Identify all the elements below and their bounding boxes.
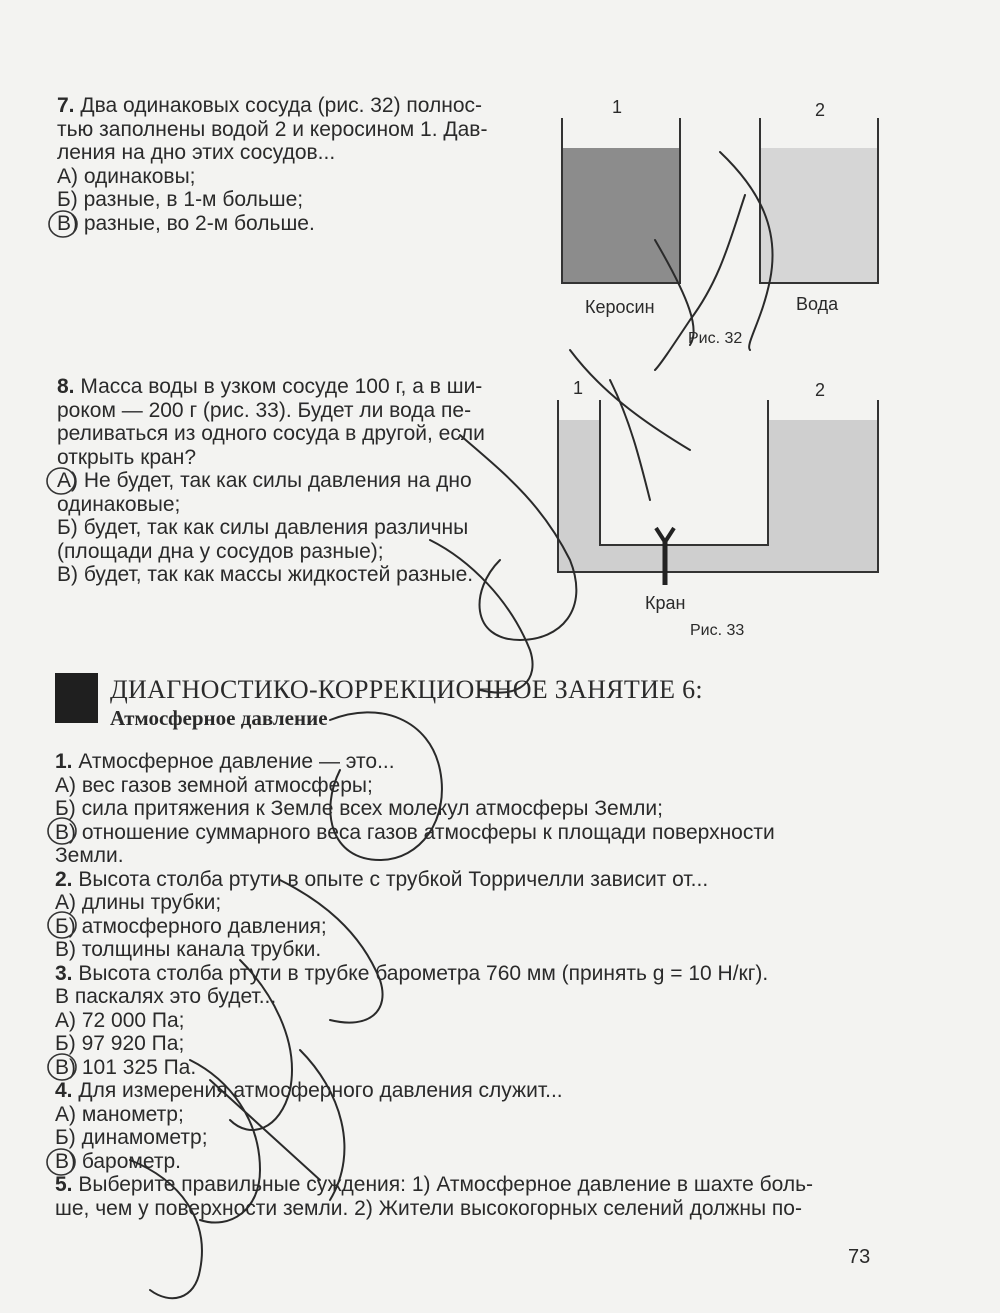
answer-option: А) длины трубки; [55,891,222,914]
question-number: 4. [55,1079,73,1102]
answer-option: В) 101 325 Па. [55,1055,197,1079]
fig32-kerosene-label: Керосин [585,297,655,317]
answer-option: В) толщины канала трубки. [55,938,322,961]
answer-option: Б) будет, так как силы давления различны [57,516,469,539]
question-number: 1. [55,750,73,773]
fig32-label-1: 1 [612,97,623,117]
fig32-caption: Рис. 32 [688,330,743,347]
page-number: 73 [848,1246,871,1268]
quiz-line: 1. Атмосферное давление — это... [55,750,395,773]
fig33-caption: Рис. 33 [690,622,745,639]
quiz-line: ше, чем у поверхности земли. 2) Жители высокогорных селений должны по- [55,1196,802,1220]
question-7-line: ления на дно этих сосудов... [57,141,336,164]
fig33-label-2: 2 [815,380,826,400]
valve-icon [656,528,674,542]
question-number: 2. [55,867,73,891]
quiz-line: 3. Высота столба ртути в трубке барометра 760 мм (принять g = 10 Н/кг). [55,961,769,985]
quiz-line: 2. Высота столба ртути в опыте с трубкой Торричелли зависит от... [55,867,709,891]
question-number: 5. [55,1173,73,1196]
answer-circle [47,468,75,494]
question-number: 3. [55,961,73,985]
section-title: ДИАГНОСТИКО-КОРРЕКЦИОННОЕ ЗАНЯТИЕ 6: [110,675,703,704]
answer-option: Б) разные, в 1-м больше; [57,188,304,211]
answer-option: одинаковые; [57,492,181,516]
quiz-line: 5. Выберите правильные суждения: 1) Атмосферное давление в шахте боль- [55,1173,814,1196]
question-8-number: 8. [57,375,75,398]
answer-option: А) вес газов земной атмосферы; [55,773,373,797]
answer-circle [48,1054,76,1080]
question-7-number: 7. [57,94,75,117]
quiz-line: 4. Для измерения атмосферного давления служит... [55,1079,563,1102]
question-7-line: Два одинаковых сосуда (рис. 32) полнос- [80,94,483,117]
fig33-valve-label: Кран [645,593,686,613]
answer-option: В) будет, так как массы жидкостей разные. [57,563,474,586]
question-7-line: тью заполнены водой 2 и керосином 1. Дав- [57,117,488,141]
answer-option: (площади дна у сосудов разные); [57,539,384,563]
answer-option: А) Не будет, так как силы давления на дно [57,469,472,492]
quiz-line: В паскалях это будет... [55,985,277,1008]
answer-option: В) разные, во 2-м больше. [57,211,315,235]
vessel33-inner [600,400,768,545]
answer-circle [49,211,77,237]
answer-circle [48,912,76,938]
fig32-vessels [562,118,878,283]
answer-marks [47,211,77,1175]
answer-option: Б) динамометр; [55,1126,208,1149]
answer-option: А) манометр; [55,1102,184,1126]
answer-option: А) 72 000 Па; [55,1008,185,1032]
question-8-line: реливаться из одного сосуда в другой, если [57,422,485,445]
answer-option: В) барометр. [55,1149,181,1173]
answer-option: Б) атмосферного давления; [55,914,327,938]
answer-option: В) отношение суммарного веса газов атмосферы к площади поверхности [55,820,775,844]
answer-option: Б) 97 920 Па; [55,1032,185,1055]
fig33-label-1: 1 [573,378,584,398]
question-8-line: открыть кран? [57,445,197,469]
water33-fill [558,420,878,572]
kerosene-fill [562,148,680,283]
section-subtitle: Атмосферное давление [110,706,328,730]
question-8-line: роком — 200 г (рис. 33). Будет ли вода пе- [57,398,472,422]
water-fill [760,148,878,283]
fig32-label-2: 2 [815,100,826,120]
answer-option: Земли. [55,844,124,867]
answer-circle [47,1149,75,1175]
answer-option: А) одинаковы; [57,164,196,188]
answer-option: Б) сила притяжения к Земле всех молекул атмосферы Земли; [55,797,663,820]
answer-circle [48,818,76,844]
question-8-line: Масса воды в узком сосуде 100 г, а в ши- [80,375,483,398]
fig33-vessels [558,400,878,585]
handwriting-signature [130,152,773,1298]
fig32-water-label: Вода [796,294,839,314]
